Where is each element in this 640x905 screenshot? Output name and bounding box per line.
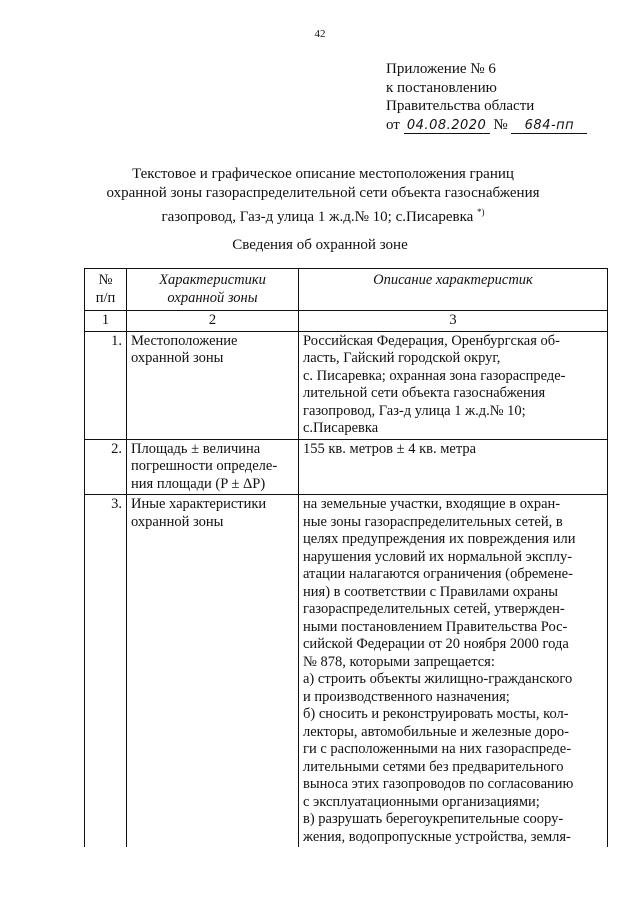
- characteristic-line: Иные характеристики: [131, 496, 267, 512]
- row-number: 3.: [85, 495, 127, 848]
- table-index-row: [85, 311, 608, 332]
- description-line: 155 кв. метров ± 4 кв. метра: [303, 440, 477, 457]
- header-number-line-1: №: [98, 272, 113, 288]
- title-line-3: газопровод, Газ-д улица 1 ж.д.№ 10; с.Писаревка: [161, 209, 474, 225]
- title-line-1: Текстовое и графическое описание местоположения границ: [132, 166, 514, 182]
- description-line: Российская Федерация, Оренбургская об-: [303, 332, 560, 349]
- description-line: газораспределительных сетей, утвержден-: [303, 601, 565, 617]
- handwritten-number: 684-пп: [511, 119, 587, 134]
- appendix-line-2: к постановлению: [386, 79, 497, 96]
- handwritten-date: 04.08.2020: [404, 119, 490, 134]
- description-line: с. Писаревка; охранная зона газораспреде-: [303, 367, 566, 384]
- table-row: [85, 495, 608, 848]
- row-description: [299, 439, 608, 495]
- description-line: нарушения условий их нормальной эксплу-: [303, 548, 573, 565]
- characteristic-line: Местоположение: [131, 332, 238, 349]
- characteristic-line: охранной зоны: [131, 350, 224, 366]
- characteristic-line: ния площади (P ± ΔP): [131, 475, 266, 492]
- description-line: жения, водопропускные устройства, земля-: [303, 828, 571, 845]
- row-description: [299, 495, 608, 848]
- table-header-row: [85, 269, 608, 311]
- title-line-2: охранной зоны газораспределительной сети объекта газоснабжения: [106, 185, 540, 201]
- header-number-line-2: п/п: [95, 289, 116, 306]
- document-title: [80, 165, 566, 227]
- description-line: с эксплуатационными организациями;: [303, 793, 540, 810]
- zone-table: [84, 268, 608, 847]
- row-number: 1.: [85, 331, 127, 439]
- index-cell: 2: [127, 311, 299, 332]
- header-description: Описание характеристик: [299, 269, 608, 311]
- table-row: [85, 439, 608, 495]
- title-line-3-wrap: [80, 203, 566, 227]
- row-characteristic: [127, 331, 299, 439]
- description-line: лительной сети объекта газоснабжения: [303, 385, 546, 401]
- index-cell: 1: [85, 311, 127, 332]
- table-row: [85, 331, 608, 439]
- description-line: с.Писаревка: [303, 420, 379, 436]
- description-line: № 878, которыми запрещается:: [303, 653, 495, 670]
- description-line: выноса этих газопроводов по согласованию: [303, 776, 574, 792]
- number-label: №: [493, 116, 508, 133]
- characteristic-line: охранной зоны: [131, 513, 224, 530]
- description-line: газопровод, Газ-д улица 1 ж.д.№ 10;: [303, 402, 526, 419]
- description-line: ласть, Гайский городской округ,: [303, 350, 501, 366]
- description-line: лекторы, автомобильные и железные доро-: [303, 723, 569, 740]
- header-characteristics: [127, 269, 299, 311]
- description-line: лительными сетями без предварительного: [303, 758, 564, 775]
- characteristic-line: погрешности определе-: [131, 458, 278, 474]
- appendix-line-3: Правительства области: [386, 98, 535, 114]
- description-line: на земельные участки, входящие в охран-: [303, 496, 561, 512]
- header-characteristics-line-1: Характеристики: [159, 272, 266, 288]
- description-line: ния) в соответствии с Правилами охраны: [303, 583, 559, 600]
- description-line: ными постановлением Правительства Рос-: [303, 618, 568, 635]
- description-line: б) сносить и реконструировать мосты, кол-: [303, 706, 569, 722]
- row-characteristic: [127, 439, 299, 495]
- row-characteristic: [127, 495, 299, 848]
- section-subtitle: Сведения об охранной зоне: [232, 237, 408, 253]
- appendix-block: [386, 60, 587, 134]
- characteristic-line: Площадь ± величина: [131, 440, 261, 457]
- description-line: ги с расположенными на них газораспреде-: [303, 741, 572, 757]
- description-line: целях предупреждения их повреждения или: [303, 531, 576, 547]
- row-number: 2.: [85, 439, 127, 495]
- description-line: атации налагаются ограничения (обремене-: [303, 566, 573, 582]
- from-label: от: [386, 116, 400, 133]
- appendix-line-1: Приложение № 6: [386, 61, 496, 77]
- description-line: а) строить объекты жилищно-гражданского: [303, 671, 573, 687]
- page-number: 42: [314, 28, 326, 40]
- header-characteristics-line-2: охранной зоны: [167, 289, 258, 306]
- header-number: [85, 269, 127, 311]
- index-cell: 3: [299, 311, 608, 332]
- appendix-date-line: [386, 116, 587, 135]
- description-line: ные зоны газораспределительных сетей, в: [303, 513, 563, 530]
- footnote-mark: *): [477, 207, 485, 217]
- description-line: в) разрушать берегоукрепительные соору-: [303, 811, 564, 827]
- row-description: [299, 331, 608, 439]
- description-line: сийской Федерации от 20 ноября 2000 года: [303, 636, 569, 652]
- description-line: и производственного назначения;: [303, 688, 510, 705]
